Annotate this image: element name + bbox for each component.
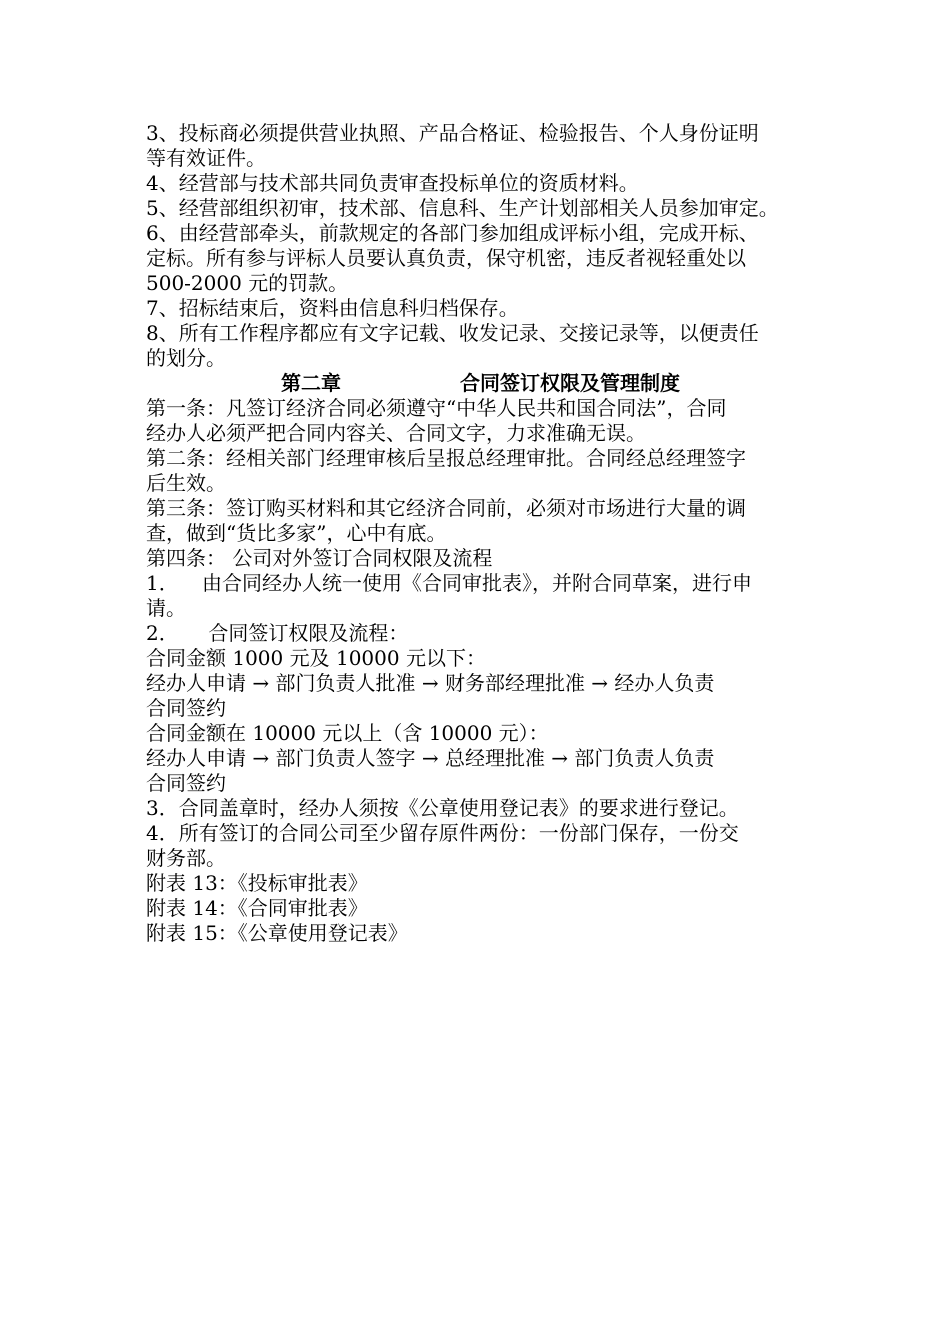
procedure-4-line2: 财务部。: [146, 846, 226, 870]
item-8-line2: 的划分。: [146, 346, 226, 370]
item-4: 4、经营部与技术部共同负责审查投标单位的资质材料。: [146, 171, 639, 195]
tier1-flow-line2: 合同签约: [146, 696, 226, 720]
item-6-line1: 6、由经营部牵头，前款规定的各部门参加组成评标小组，完成开标、: [146, 221, 759, 245]
procedure-1-number: 1．: [146, 571, 179, 595]
tier1-heading: 合同金额 1000 元及 10000 元以下：: [146, 646, 486, 670]
article-4: 第四条： 公司对外签订合同权限及流程: [146, 546, 493, 570]
article-3-line1: 第三条：签订购买材料和其它经济合同前，必须对市场进行大量的调: [146, 496, 746, 520]
procedure-2: [146, 621, 808, 646]
tier2-flow-line1: 经办人申请 → 部门负责人签字 → 总经理批准 → 部门负责人负责: [146, 746, 715, 770]
procedure-2-number: 2．: [146, 621, 179, 645]
item-5: 5、经营部组织初审，技术部、信息科、生产计划部相关人员参加审定。: [146, 196, 779, 220]
procedure-2-text: 合同签订权限及流程：: [202, 621, 409, 645]
attachment-15: 附表 15：《公章使用登记表》: [146, 921, 408, 945]
tier1-flow-line1: 经办人申请 → 部门负责人批准 → 财务部经理批准 → 经办人负责: [146, 671, 715, 695]
procedure-1-text: 由合同经办人统一使用《合同审批表》，并附合同草案，进行申: [202, 571, 752, 595]
procedure-1-line1: [146, 571, 808, 596]
attachment-14: 附表 14：《合同审批表》: [146, 896, 368, 920]
item-8-line1: 8、所有工作程序都应有文字记载、收发记录、交接记录等，以便责任: [146, 321, 759, 345]
article-1-line1: 第一条：凡签订经济合同必须遵守“中华人民共和国合同法”，合同: [146, 396, 727, 420]
item-3-line2: 等有效证件。: [146, 146, 266, 170]
chapter-title: 合同签订权限及管理制度: [460, 371, 680, 395]
procedure-3: 3．合同盖章时，经办人须按《公章使用登记表》的要求进行登记。: [146, 796, 739, 820]
item-6-line3: 500-2000 元的罚款。: [146, 271, 349, 295]
procedure-1-line2: 请。: [146, 596, 186, 620]
tier2-flow-line2: 合同签约: [146, 771, 226, 795]
item-3-line1: 3、投标商必须提供营业执照、产品合格证、检验报告、个人身份证明: [146, 121, 759, 145]
tier2-heading: 合同金额在 10000 元以上（含 10000 元）：: [146, 721, 549, 745]
article-1-line2: 经办人必须严把合同内容关、合同文字，力求准确无误。: [146, 421, 646, 445]
chapter-heading: [146, 371, 808, 396]
attachment-13: 附表 13：《投标审批表》: [146, 871, 368, 895]
article-2-line2: 后生效。: [146, 471, 226, 495]
article-2-line1: 第二条：经相关部门经理审核后呈报总经理审批。合同经总经理签字: [146, 446, 746, 470]
item-7: 7、招标结束后，资料由信息科归档保存。: [146, 296, 519, 320]
article-3-line2: 查，做到“货比多家”，心中有底。: [146, 521, 447, 545]
document-page: [146, 121, 808, 946]
chapter-number: 第二章: [281, 371, 341, 395]
item-6-line2: 定标。所有参与评标人员要认真负责，保守机密，违反者视轻重处以: [146, 246, 746, 270]
procedure-4-line1: 4．所有签订的合同公司至少留存原件两份：一份部门保存，一份交: [146, 821, 739, 845]
